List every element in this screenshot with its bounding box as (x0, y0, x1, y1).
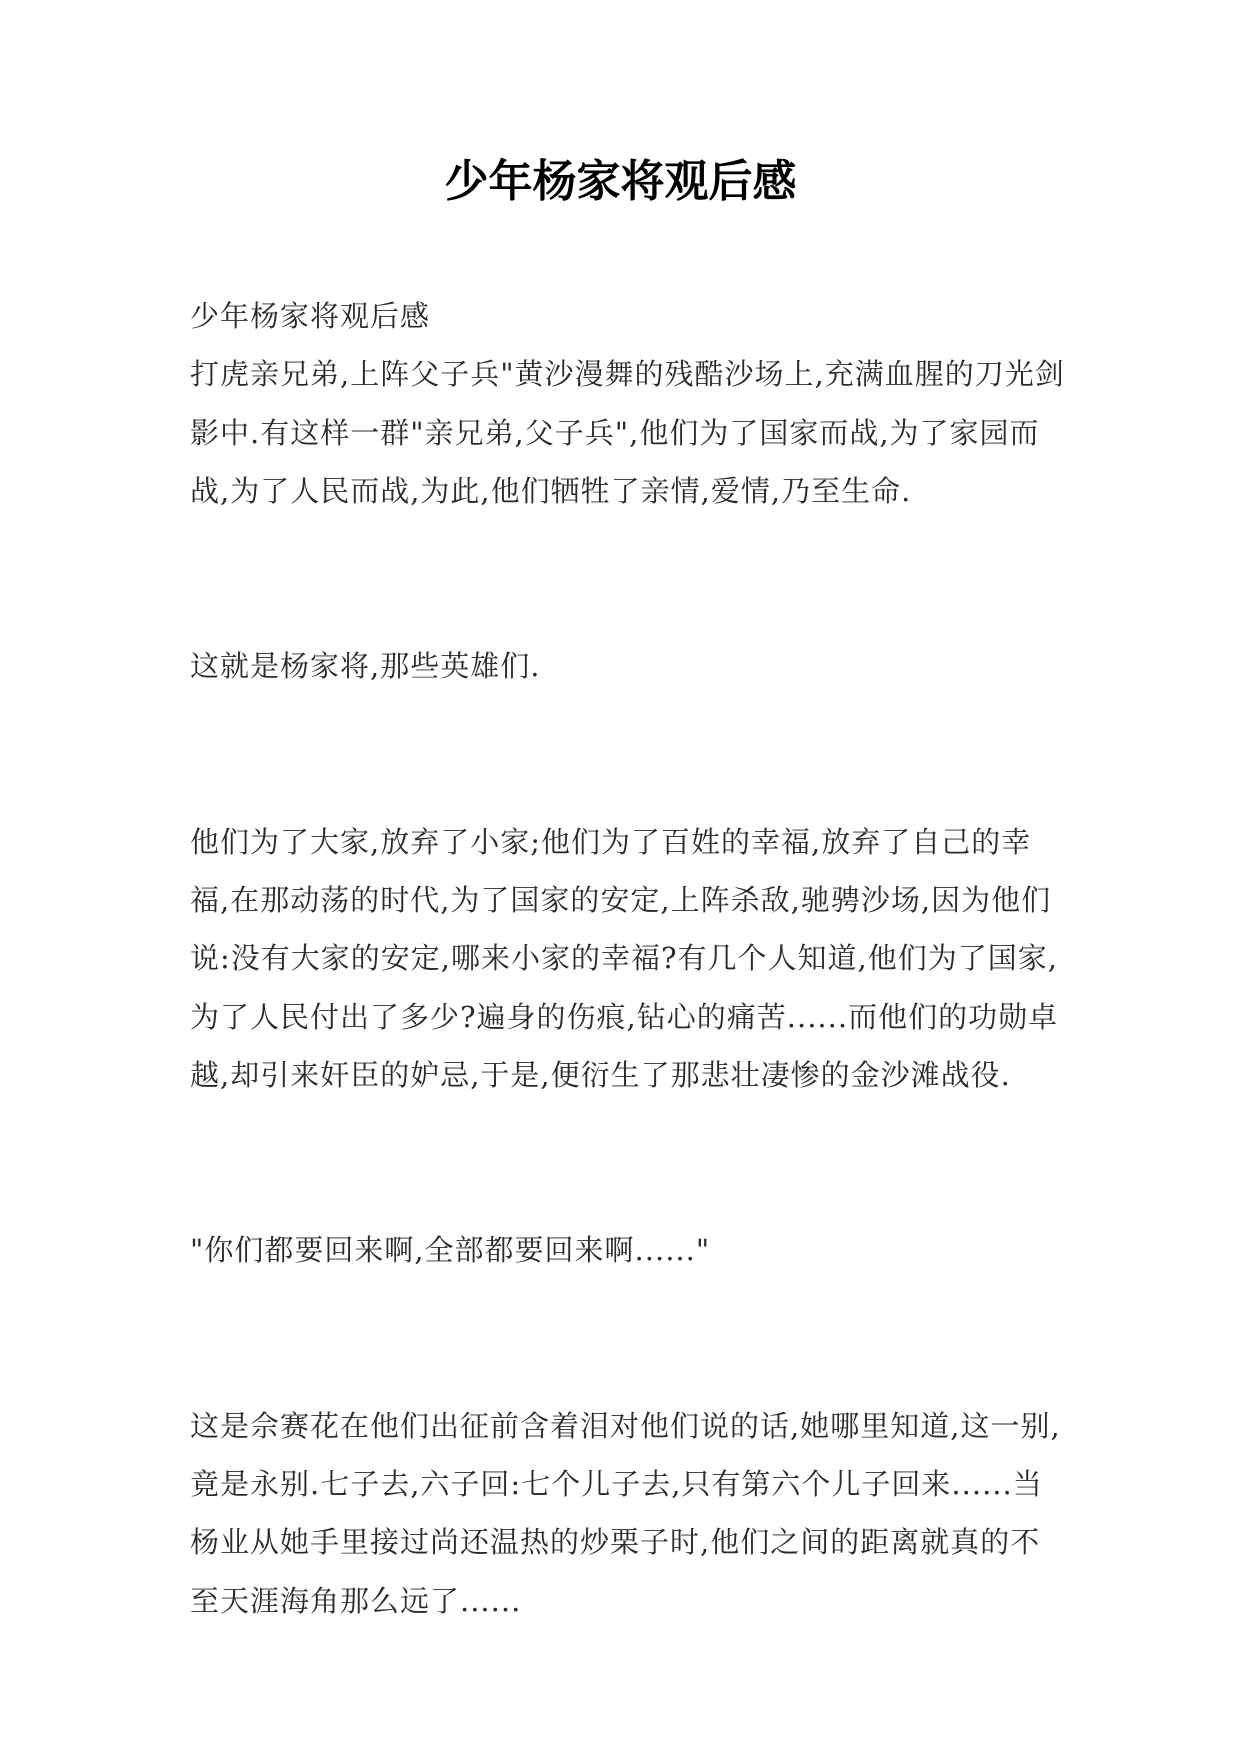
paragraph-spacer (190, 1280, 1070, 1397)
paragraph-spacer (190, 521, 1070, 638)
paragraph-3: 他们为了大家,放弃了小家;他们为了百姓的幸福,放弃了自己的幸福,在那动荡的时代,为了国家的安定,上阵杀敌,驰骋沙场,因为他们说:没有大家的安定,哪来小家的幸福?有几个人知道,他们为了国家,为了人民付出了多少?遍身的伤痕,钻心的痛苦......而他们的功勋卓越,却引来奸臣的妒忌,于是,便衍生了那悲壮凄惨的金沙滩战役. (190, 824, 1059, 1093)
paragraph-spacer (190, 1105, 1070, 1222)
paragraph-4: "你们都要回来啊,全部都要回来啊......" (190, 1233, 711, 1268)
document-body (190, 287, 1070, 1630)
paragraph-subtitle: 少年杨家将观后感 (190, 299, 431, 333)
document-title: 少年杨家将观后感 (444, 156, 797, 207)
paragraph-5: 这是佘赛花在他们出征前含着泪对他们说的话,她哪里知道,这一别,竟是永别.七子去,六子回:七个儿子去,只有第六个儿子回来......当杨业从她手里接过尚还温热的炒栗子时,他们之间的距离就真的不至天涯海角那么远了...... (190, 1408, 1061, 1618)
paragraph-2: 这就是杨家将,那些英雄们. (190, 649, 541, 684)
paragraph-spacer (190, 696, 1070, 813)
paragraph-1: 打虎亲兄弟,上阵父子兵"黄沙漫舞的残酷沙场上,充满血腥的刀光剑影中.有这样一群"亲兄弟,父子兵",他们为了国家而战,为了家园而战,为了人民而战,为此,他们牺牲了亲情,爱情,乃至生命. (190, 357, 1065, 509)
